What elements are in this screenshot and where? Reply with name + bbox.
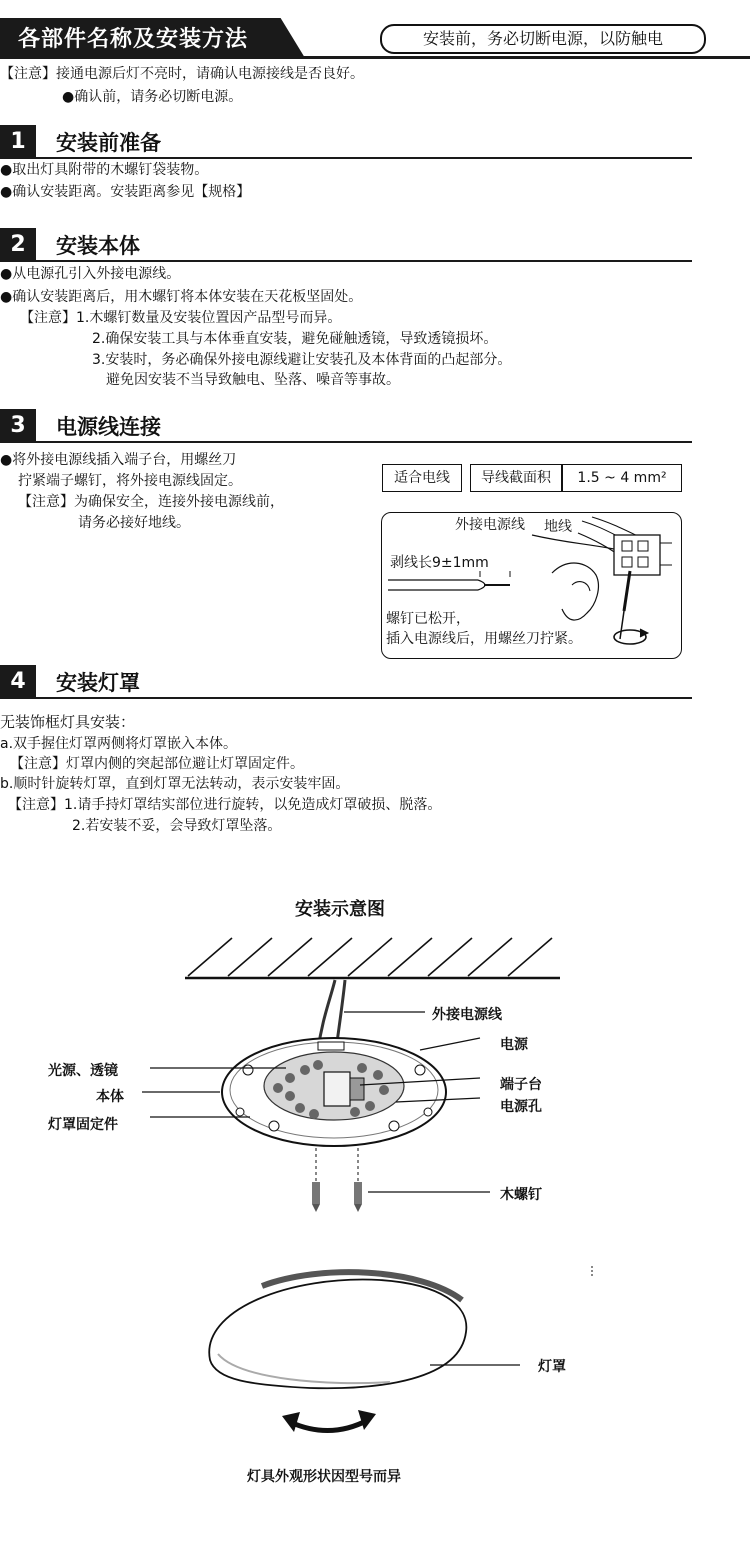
installation-illustration [0, 920, 750, 1480]
spec-cell-area: 导线截面积 [470, 464, 562, 492]
section-rule [36, 157, 692, 159]
label-wood-screw: 木螺钉 [500, 1187, 542, 1203]
section-4-line: 无装饰框灯具安装： [0, 713, 136, 731]
label-terminal: 端子台 [500, 1077, 542, 1093]
section-2-line: 3.安装时，务必确保外接电源线避让安装孔及本体背面的凸起部分。 [92, 352, 512, 368]
wire-note-1: 螺钉已松开， [386, 611, 470, 627]
section-title: 安装本体 [56, 234, 140, 258]
label-cover: 灯罩 [538, 1359, 566, 1375]
section-title: 电源线连接 [56, 415, 161, 439]
section-number: 4 [0, 665, 36, 699]
spec-cell-wire: 适合电线 [382, 464, 462, 492]
section-3-line: 【注意】为确保安全，连接外接电源线前， [18, 494, 284, 510]
section-number: 1 [0, 125, 36, 159]
header-rule [0, 56, 750, 59]
label-light-lens: 光源、透镜 [48, 1063, 118, 1079]
diagram-caption: 灯具外观形状因型号而异 [247, 1469, 401, 1485]
section-2-line: 【注意】1.木螺钉数量及安装位置因产品型号而异。 [20, 310, 342, 326]
section-2-line: 避免因安装不当导致触电、坠落、噪音等事故。 [106, 372, 400, 388]
section-rule [36, 697, 692, 699]
diagram-title: 安装示意图 [295, 899, 385, 920]
section-1-line: ●取出灯具附带的木螺钉袋装物。 [0, 162, 209, 178]
wire-label-external: 外接电源线 [455, 517, 525, 533]
label-body: 本体 [96, 1089, 124, 1105]
section-title: 安装灯罩 [56, 671, 140, 695]
section-1-line: ●确认安装距离。安装距离参见【规格】 [0, 184, 251, 200]
section-2-line: ●从电源孔引入外接电源线。 [0, 266, 181, 282]
wire-note-2: 插入电源线后，用螺丝刀拧紧。 [386, 631, 582, 647]
label-cover-fixing: 灯罩固定件 [48, 1117, 118, 1133]
section-3-header [0, 409, 692, 443]
section-2-line: 2.确保安装工具与本体垂直安装，避免碰触透镜，导致透镜损坏。 [92, 331, 498, 347]
section-4-line: a.双手握住灯罩两侧将灯罩嵌入本体。 [0, 736, 238, 752]
section-2-line: ●确认安装距离后，用木螺钉将本体安装在天花板坚固处。 [0, 289, 363, 305]
section-3-line: ●将外接电源线插入端子台，用螺丝刀 [0, 452, 237, 468]
wire-label-ground: 地线 [544, 519, 572, 535]
label-external-wire: 外接电源线 [432, 1007, 502, 1023]
section-2-header [0, 228, 692, 262]
spec-cell-value: 1.5 ~ 4 mm² [562, 464, 682, 492]
section-rule [36, 441, 692, 443]
wire-strip-length: 剥线长9±1mm [390, 555, 489, 571]
warning-pill: 安装前，务必切断电源，以防触电 [380, 24, 706, 54]
section-1-header [0, 125, 692, 159]
section-title: 安装前准备 [56, 131, 161, 155]
section-number: 3 [0, 409, 36, 443]
section-number: 2 [0, 228, 36, 262]
section-4-header [0, 665, 692, 699]
intro-note: 【注意】接通电源后灯不亮时，请确认电源接线是否良好。 [0, 66, 364, 82]
section-4-line: b.顺时针旋转灯罩，直到灯罩无法转动，表示安装牢固。 [0, 776, 350, 792]
label-power-hole: 电源孔 [500, 1099, 542, 1115]
wiring-diagram [381, 512, 682, 659]
page-title: 各部件名称及安装方法 [18, 27, 249, 52]
section-rule [36, 260, 692, 262]
section-4-line: 2.若安装不妥，会导致灯罩坠落。 [72, 818, 282, 834]
section-4-line: 【注意】灯罩内侧的突起部位避让灯罩固定件。 [10, 756, 304, 772]
section-4-line: 【注意】1.请手持灯罩结实部位进行旋转，以免造成灯罩破损、脱落。 [8, 797, 442, 813]
label-power: 电源 [500, 1037, 528, 1053]
intro-note-2: ●确认前，请务必切断电源。 [62, 89, 243, 105]
section-3-line: 拧紧端子螺钉，将外接电源线固定。 [18, 473, 242, 489]
section-3-line: 请务必接好地线。 [78, 515, 190, 531]
